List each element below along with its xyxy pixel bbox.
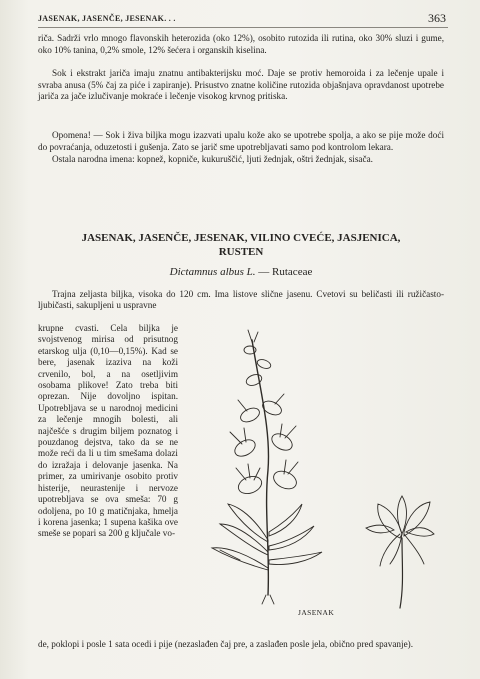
header-rule — [38, 27, 448, 28]
latin-name: Dictamnus albus L. — [169, 266, 256, 278]
figure-caption: JASENAK — [298, 608, 335, 617]
running-head: JASENAK, JASENČE, JESENAK. . . — [38, 14, 176, 23]
article-title-line1: JASENAK, JASENČE, JESENAK, VILINO CVEĆE, JASJENICA, — [81, 232, 401, 244]
article-closing-text: de, poklopi i posle 1 sata ocedi i pije (nezaslađen čaj pre, a zaslađen posle jela, obično pred spavanje). — [38, 639, 414, 649]
paragraph-warning: Opomena! — Sok i živa biljka mogu izazvati upalu kože ako se upotrebe spolja, a ako se pije može doći do povraćanja, oduzetosti i gušenja. Zato se jarič sme upotrebljavati samo pod kontrolom lekara. — [38, 130, 444, 152]
article-column-text: krupne cvasti. Cela biljka je svojstvenog mirisa od prisutnog etarskog ulja (0,10—0,15%). Kad se bere, jasenak izaziva na koži crvenilo, bol, a na osetljivim osobama plikove! Zato treba biti oprezan. Nije dovoljno ispitan. Upotrebljava se u narodnoj medicini za lečenje mnogih bolesti, ali najčešće s drugim biljem poznatog i pouzdanog dejstva, tako da se ne može reći da li u tim smešama dolazi do izražaja i delovanje jasenka. Na primer, za umirivanje osobito protiv histerije, neurastenije i nervoze upotrebljava se ova smeša: 70 g odoljena, po 10 g matičnjaka, hmelja i korena jasenka; 1 supena kašika ove smeše se popari sa 200 g ključale vo- — [38, 323, 178, 539]
paragraph-composition: riča. Sadrži vrlo mnogo flavonskih heterozida (oko 12%), osobito rutozida ili rutina, oko 30% sluzi i gume, oko 10% tanina, 0,2% smole, 12% šećera i organskih kiselina. — [38, 33, 444, 55]
name-separator: — — [255, 266, 273, 278]
article-title-line2: RUSTEN — [218, 245, 264, 258]
paragraph-usage: Sok i ekstrakt jariča imaju znatnu antibakterijsku moć. Daje se protiv hemoroida i za lečenje upale i svraba anusa (5% čaj za piće i zapiranje). Prisustvo znatne količine rutozida objašnjava opravdanost upotrebe jariča za jače izlučivanje mokraće i lečenje visokog krvnog pritiska. — [38, 68, 444, 102]
page-number: 363 — [428, 11, 446, 25]
article-title — [38, 232, 444, 259]
plant-family: Rutaceae — [272, 266, 313, 278]
botanical-name — [38, 266, 444, 278]
plant-illustration — [190, 320, 450, 610]
article-lead-paragraph: Trajna zeljasta biljka, visoka do 120 cm. Ima listove slične jasenu. Cvetovi su beličasti ili ružičasto-ljubičasti, sakupljeni u uspravne — [38, 289, 444, 311]
paragraph-other-names: Ostala narodna imena: kopnež, kopniče, kukuruščić, ljuti žednjak, oštri žednjak, sisača. — [52, 154, 373, 164]
